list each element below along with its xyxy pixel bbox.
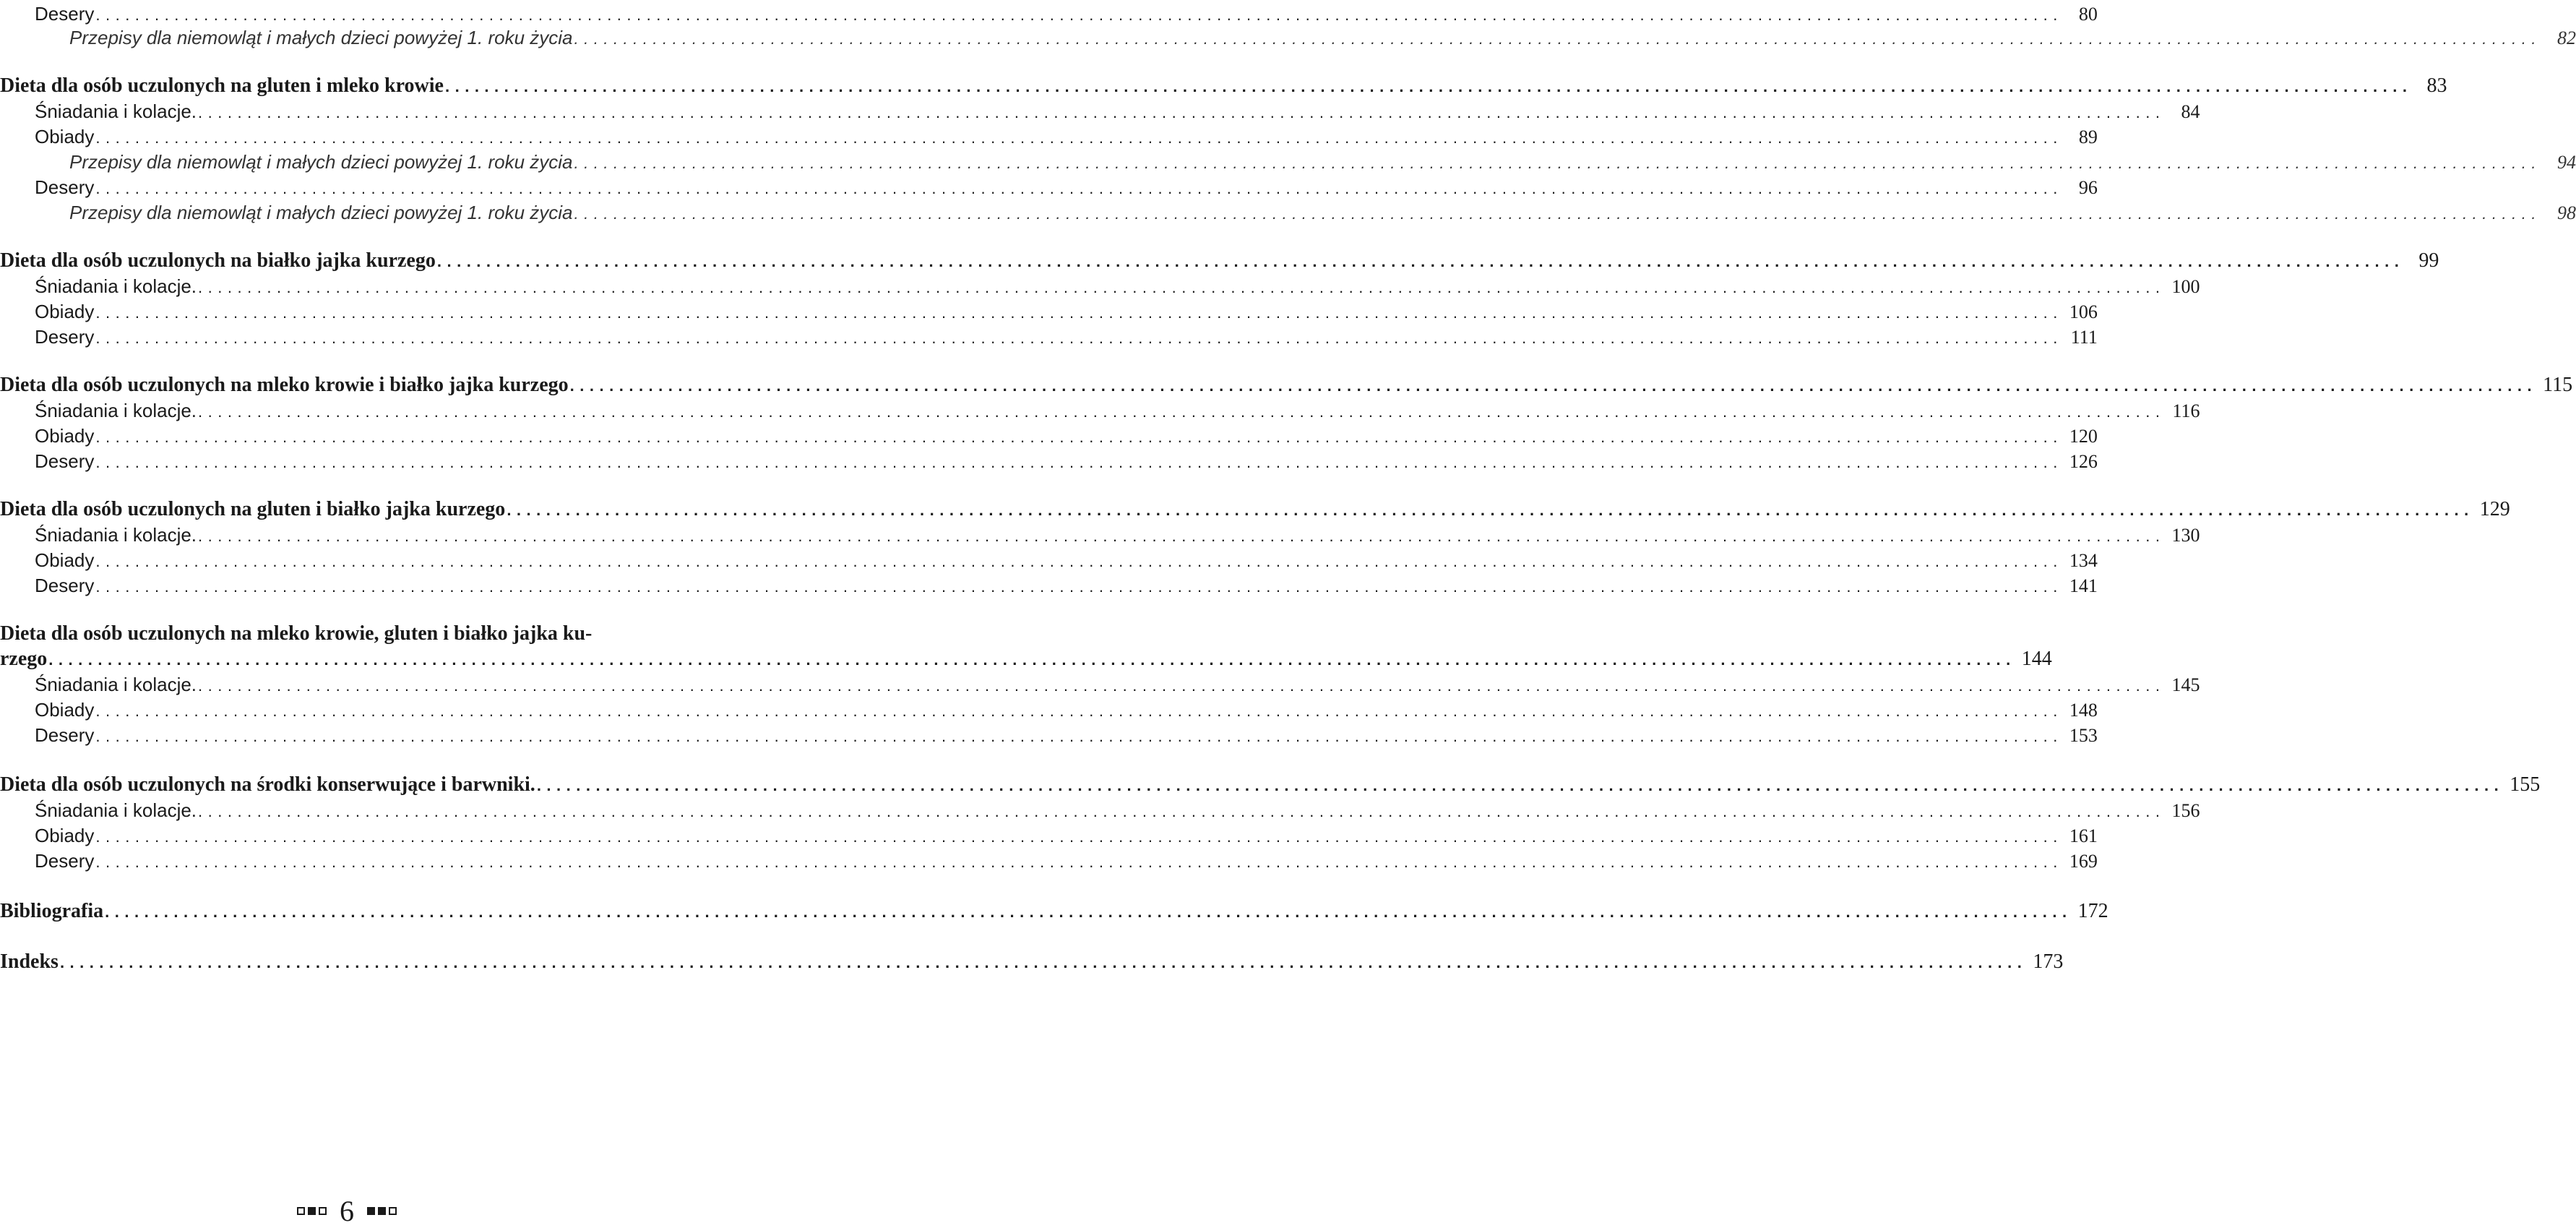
toc-entry-title: Desery [35,575,95,596]
toc-entry-title: Przepisy dla niemowląt i małych dzieci powyżej 1. roku życia [69,151,573,173]
toc-entry[interactable] [0,24,2576,51]
toc-entry[interactable] [0,323,2098,351]
toc-entry[interactable] [0,199,2576,226]
toc-entry-page: 173 [2033,950,2064,973]
toc-entry-title: Obiady [35,425,95,447]
dot-leader: ........................................................................................................................................................................................................ [95,6,2063,24]
dot-leader: ........................................................................................................................................................................................................ [569,377,2538,395]
toc-entry[interactable] [0,496,2510,523]
toc-entry-title: Desery [35,724,95,746]
toc-entry-page: 83 [2426,74,2447,97]
dot-leader: ........................................................................................................................................................................................................ [95,428,2063,446]
toc-entry-title: Indeks [0,950,59,973]
toc-entry-title: Desery [35,3,95,25]
dot-leader: ........................................................................................................................................................................................................ [105,903,2072,921]
toc-entry-title: Dieta dla osób uczulonych na gluten i białko jajka kurzego [0,498,506,520]
dot-leader: ........................................................................................................................................................................................................ [198,403,2166,421]
toc-entry-title: Śniadania i kolacje. [35,674,197,695]
dot-leader: ........................................................................................................................................................................................................ [95,727,2063,745]
footer-ornament-right [367,1207,397,1215]
toc-entry[interactable] [0,721,2098,749]
dot-leader: ........................................................................................................................................................................................................ [536,776,2504,794]
toc-entry-page: 111 [2070,327,2098,348]
toc-entry-page: 148 [2069,700,2098,721]
toc-entry[interactable] [0,521,2200,549]
toc-entry-page: 129 [2479,498,2510,520]
toc-entry[interactable] [0,148,2576,176]
toc-entry-page: 94 [2556,152,2576,173]
toc-entry-title: Obiady [35,549,95,571]
toc-entry-page: 120 [2069,426,2098,447]
toc-entry-title: Desery [35,326,95,348]
toc-entry-page: 141 [2069,575,2098,596]
dot-leader: ........................................................................................................................................................................................................ [198,527,2166,545]
toc-entry-title: Obiady [35,699,95,721]
toc-entry-page: 99 [2418,249,2439,272]
toc-entry-page: 116 [2172,400,2200,421]
toc-entry-page: 130 [2171,525,2200,546]
toc-entry-page: 172 [2077,900,2108,922]
toc-entry[interactable] [0,696,2098,724]
dot-leader: ........................................................................................................................................................................................................ [95,453,2063,471]
dot-leader: ........................................................................................................................................................................................................ [95,853,2063,871]
toc-entry-title: Bibliografia [0,900,104,922]
dot-leader: ........................................................................................................................................................................................................ [95,577,2063,596]
footer-ornament-left [297,1207,327,1215]
dot-leader: ........................................................................................................................................................................................................ [95,828,2063,846]
toc-entry[interactable] [0,546,2098,574]
dot-leader: ........................................................................................................................................................................................................ [95,552,2063,570]
toc-entry-title: Obiady [35,825,95,846]
toc-entry-page: 115 [2543,374,2573,396]
toc-entry[interactable] [0,822,2098,849]
toc-entry-title: Śniadania i kolacje. [35,275,197,297]
toc-entry-page: 156 [2171,800,2200,821]
toc-entry-title: Śniadania i kolacje. [35,799,197,821]
toc-entry-page: 144 [2021,648,2052,670]
toc-entry[interactable] [0,173,2098,201]
dot-leader: ........................................................................................................................................................................................................ [198,103,2166,121]
dot-leader: ........................................................................................................................................................................................................ [95,179,2063,197]
toc-entry[interactable] [0,422,2098,450]
toc-entry-title: Desery [35,850,95,872]
dot-leader: ........................................................................................................................................................................................................ [48,651,2016,669]
toc-entry-title: Przepisy dla niemowląt i małych dzieci powyżej 1. roku życia [69,27,573,48]
dot-leader: ........................................................................................................................................................................................................ [198,677,2166,695]
toc-entry[interactable] [0,72,2447,100]
toc-entry-page: 84 [2181,101,2200,122]
toc-entry[interactable] [0,645,2052,673]
toc-entry-title: Dieta dla osób uczulonych na mleko krowie i białko jajka kurzego [0,374,569,396]
dot-leader: ........................................................................................................................................................................................................ [436,252,2405,270]
dot-leader: ........................................................................................................................................................................................................ [444,77,2413,95]
dot-leader: ........................................................................................................................................................................................................ [59,953,2028,971]
toc-entry-title: Obiady [35,126,95,147]
toc-entry-title: Obiady [35,301,95,322]
toc-entry-title: Dieta dla osób uczulonych na gluten i mleko krowie [0,74,444,97]
dot-leader: ........................................................................................................................................................................................................ [574,205,2541,223]
toc-entry[interactable] [0,272,2200,300]
toc-entry[interactable] [0,948,2064,976]
toc-entry-page: 134 [2069,550,2098,571]
toc-entry[interactable] [0,771,2541,799]
dot-leader: ........................................................................................................................................................................................................ [95,129,2063,147]
toc-entry-title: Dieta dla osób uczulonych na środki konserwujące i barwniki. [0,773,535,796]
toc-entry-page: 169 [2069,851,2098,872]
toc-entry-title: Dieta dla osób uczulonych na mleko krowie, gluten i białko jajka ku- [0,622,593,645]
toc-entry-title: Dieta dla osób uczulonych na białko jajka kurzego [0,249,436,272]
toc-entry[interactable] [0,572,2098,599]
toc-entry[interactable] [0,397,2200,424]
toc-entry[interactable] [0,298,2098,325]
toc-entry[interactable] [0,247,2439,275]
dot-leader: ........................................................................................................................................................................................................ [574,30,2541,48]
toc-entry[interactable] [0,447,2098,475]
dot-leader: ........................................................................................................................................................................................................ [507,501,2474,519]
toc-entry-page: 98 [2556,202,2576,223]
toc-entry-page: 161 [2069,825,2098,846]
toc-entry[interactable] [0,98,2200,125]
toc-entry-page: 89 [2078,126,2098,147]
dot-leader: ........................................................................................................................................................................................................ [198,278,2166,296]
toc-entry-page: 145 [2171,674,2200,695]
toc-entry-title: rzego [0,648,48,670]
toc-entry-title: Desery [35,176,95,198]
dot-leader: ........................................................................................................................................................................................................ [95,702,2063,720]
toc-entry[interactable] [0,372,2573,399]
toc-entry-page: 126 [2069,451,2098,472]
toc-entry-title: Przepisy dla niemowląt i małych dzieci powyżej 1. roku życia [69,202,573,223]
toc-entry[interactable] [0,797,2200,824]
toc-entry-page: 80 [2078,4,2098,25]
dot-leader: ........................................................................................................................................................................................................ [574,154,2541,172]
dot-leader: ........................................................................................................................................................................................................ [95,329,2063,347]
dot-leader: ........................................................................................................................................................................................................ [95,304,2063,322]
toc-entry-title: Śniadania i kolacje. [35,524,197,546]
toc-entry[interactable] [0,671,2200,698]
dot-leader: ........................................................................................................................................................................................................ [198,802,2166,820]
toc-entry[interactable] [0,847,2098,875]
toc-entry-page: 153 [2069,725,2098,746]
toc-entry-page: 100 [2171,276,2200,297]
toc-entry-page: 82 [2556,27,2576,48]
toc-entry-title: Desery [35,450,95,472]
page-number: 6 [340,1195,354,1227]
toc-entry-title: Śniadania i kolacje. [35,400,197,421]
toc-entry[interactable] [0,123,2098,150]
page-footer [0,1194,694,1228]
toc-entry[interactable] [0,620,694,648]
toc-entry[interactable] [0,898,2108,925]
toc-entry-title: Śniadania i kolacje. [35,100,197,122]
toc-entry-page: 106 [2069,301,2098,322]
toc-entry-page: 96 [2078,177,2098,198]
toc-entry-page: 155 [2510,773,2541,796]
